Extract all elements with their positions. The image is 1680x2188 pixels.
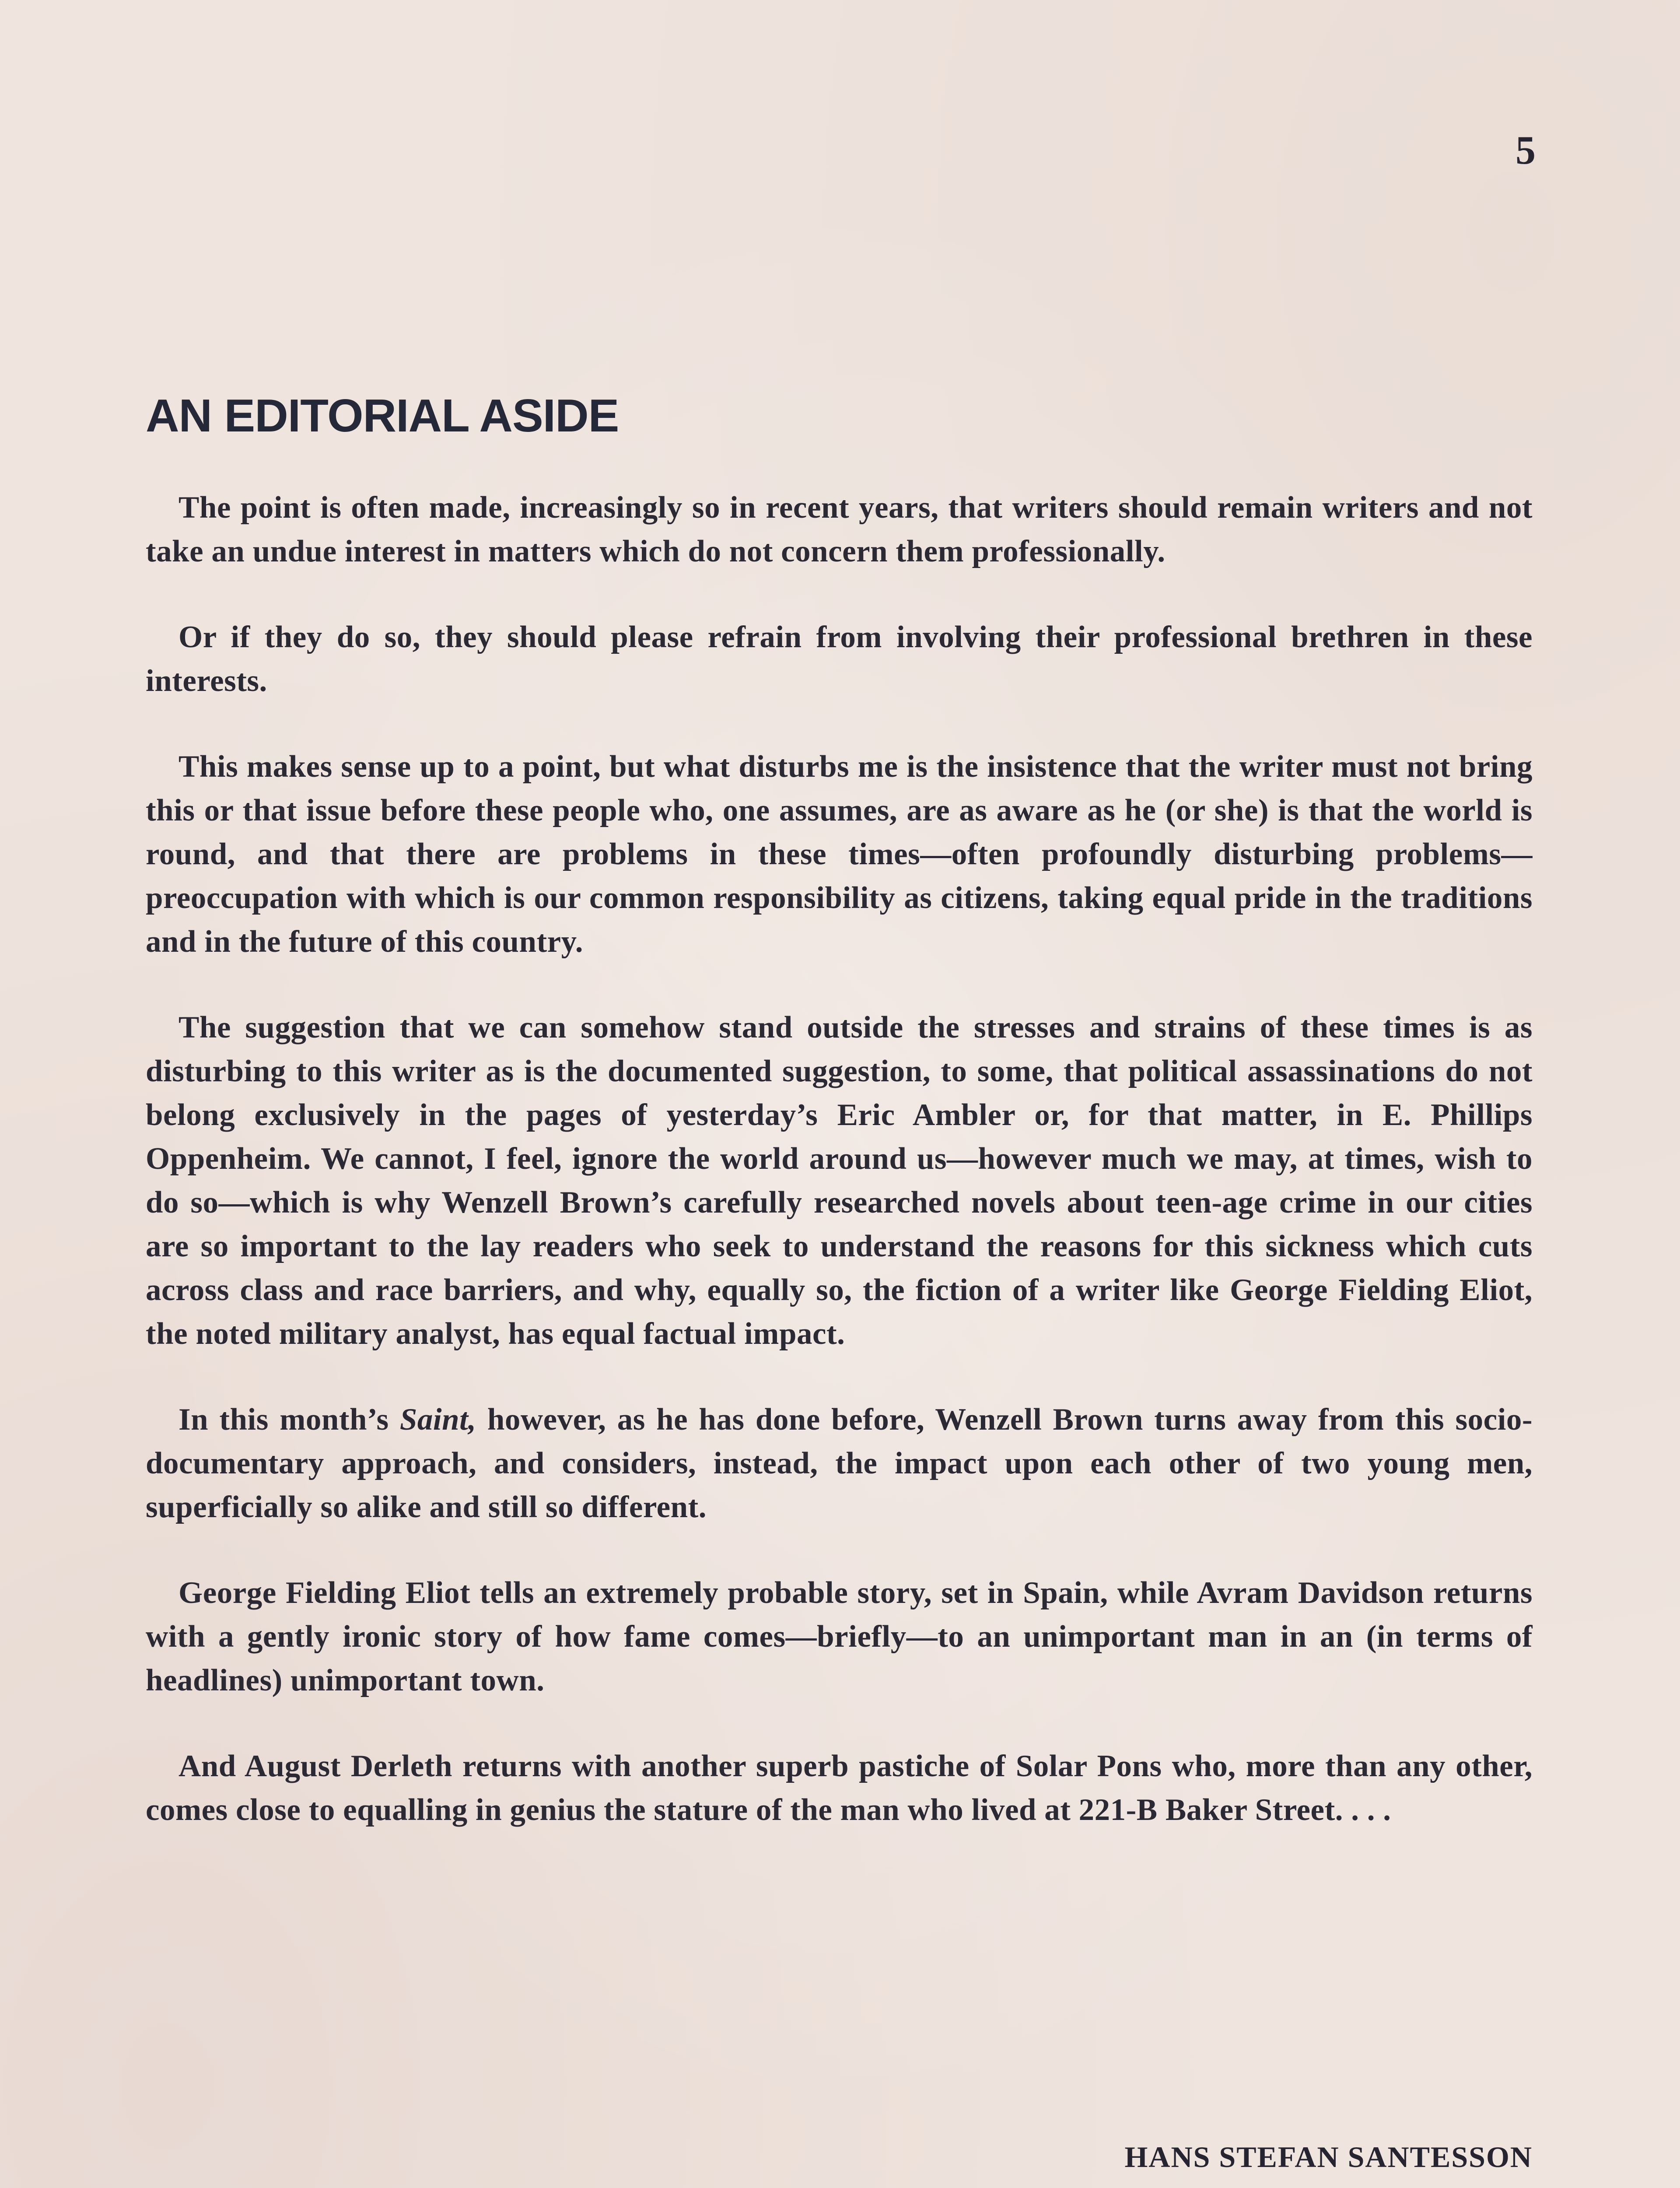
paragraph-3: This makes sense up to a point, but what disturbs me is the insistence that the writer must not bring this or that issue before these people who, one assumes, are as aware as he (or she) is that the world is round, and that there are problems in these times—often profoundly disturbing problems—preoccupation with which is our common responsibility as citizens, taking equal pride in the traditions and in the future of this country. xyxy=(146,750,1533,959)
paragraph-4: The suggestion that we can somehow stand outside the stresses and strains of these times is as disturbing to this writer as is the documented suggestion, to some, that political assassinations do not belong exclusively in the pages of yesterday’s Eric Ambler or, for that matter, in E. Phillips Oppenheim. We cannot, I feel, ignore the world around us—however much we may, at times, wish to do so—which is why Wenzell Brown’s carefully researched novels about teen-age crime in our cities are so important to the lay readers who seek to understand the reasons for this sickness which cuts across class and race barriers, and why, equally so, the fiction of a writer like George Fielding Eliot, the noted military analyst, has equal factual impact. xyxy=(146,1010,1533,1351)
paragraph-5-lead: In this month’s xyxy=(178,1403,400,1437)
paragraph-5-rest: however, as he has done before, Wenzell Brown turns away from this socio-documentary approach, and considers, instead, the impact upon each other of two young men, superficially so alike and still so different. xyxy=(146,1403,1533,1524)
author-signature: HANS STEFAN SANTESSON xyxy=(1124,2140,1533,2174)
editorial-body xyxy=(146,486,1533,1874)
paragraph-5 xyxy=(146,1398,1533,1529)
page-number: 5 xyxy=(1516,128,1536,172)
paragraph-6: George Fielding Eliot tells an extremely probable story, set in Spain, while Avram Davidson returns with a gently ironic story of how fame comes—briefly—to an unimportant man in an (in terms of headlines) unimportant town. xyxy=(146,1576,1533,1697)
paragraph-1: The point is often made, increasingly so in recent years, that writers should remain writers and not take an undue interest in matters which do not concern them professionally. xyxy=(146,491,1533,568)
magazine-title-italic: Saint, xyxy=(399,1403,476,1437)
paragraph-2: Or if they do so, they should please refrain from involving their professional brethren in these interests. xyxy=(146,620,1533,698)
page-title: AN EDITORIAL ASIDE xyxy=(146,390,619,442)
paragraph-7: And August Derleth returns with another superb pastiche of Solar Pons who, more than any other, comes close to equalling in genius the stature of the man who lived at 221-B Baker Street. . . . xyxy=(146,1749,1533,1827)
